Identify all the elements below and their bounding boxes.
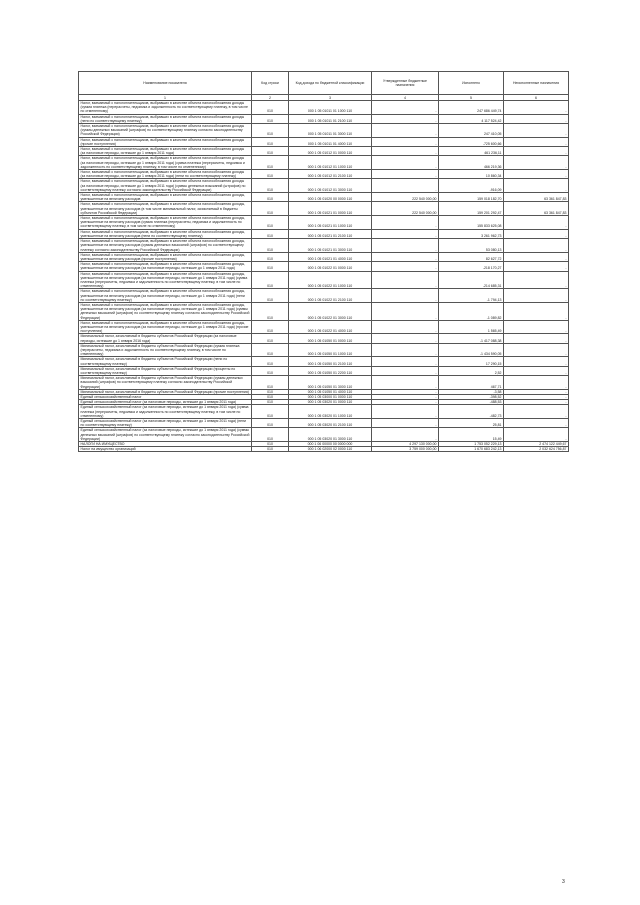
row-left: - [504,216,569,230]
row-plan: - [372,419,439,428]
row-name: Налог, взимаемый с налогоплательщиков, выбравших в качестве объекта налогообложения доходы, уменьшенные на величину расходов (в том числе минимальный налог, зачисляемый в бюджеты субъектов Российской Федерации) [79,202,252,216]
row-kbk: 000 1 05 03020 01 3000 110 [289,428,372,442]
row-kbk: 000 1 05 01011 01 4000 110 [289,137,372,146]
row-left: - [504,229,569,238]
row-done: -916,09 [439,179,504,193]
row-code: 010 [252,252,289,261]
row-done: 10 860,34 [439,170,504,179]
table-row [79,239,569,253]
header-plan: Утвержденные бюджетные назначения [372,72,439,95]
row-plan: - [372,428,439,442]
column-number: 6 [504,95,569,101]
table-row [79,419,569,428]
row-name: Налог, взимаемый с налогоплательщиков, выбравших в качестве объекта налогообложения доходы, уменьшенные на величину расходов (за налоговые периоды, истекшие до 1 января 2011 года) (прочие поступления) [79,320,252,334]
row-left: - [504,334,569,343]
row-done: 3 261 962,73 [439,229,504,238]
row-plan: - [372,179,439,193]
row-kbk: 000 1 06 02000 02 0000 110 [289,447,372,452]
row-kbk: 000 1 05 01011 01 1000 110 [289,101,372,115]
row-name: Налог, взимаемый с налогоплательщиков, выбравших в качестве объекта налогообложения доходы, уменьшенные на величину расходов (за налоговые периоды, истекшие до 1 января 2011 года) (сумма платежа (перерасчеты, недоимка и задолженность по соответствующему платежу, в том числе по отмененному) [79,271,252,289]
row-code: 010 [252,193,289,202]
row-plan: - [372,114,439,123]
row-code: 010 [252,101,289,115]
row-done: 247 686 449,74 [439,101,504,115]
row-left: - [504,239,569,253]
row-kbk: 000 1 05 01012 01 0000 110 [289,147,372,156]
row-kbk: 000 1 05 01022 01 4000 110 [289,320,372,334]
row-code: 010 [252,400,289,405]
row-left: - [504,389,569,394]
row-kbk: 000 1 05 01050 01 2100 110 [289,357,372,366]
row-kbk: 000 1 05 01021 01 0000 110 [289,202,372,216]
row-name: Налог, взимаемый с налогоплательщиков, выбравших в качестве объекта налогообложения доходы, уменьшенные на величину расходов (сумма платежа (перерасчеты, недоимка и задолженность по соответствующему платежу, в том числе по отмененному) [79,216,252,230]
row-left: - [504,343,569,357]
row-code: 010 [252,376,289,390]
row-kbk: 000 1 05 01011 01 3000 110 [289,124,372,138]
row-plan: - [372,376,439,390]
row-left: - [504,405,569,419]
row-plan: - [372,389,439,394]
row-left: - [504,395,569,400]
row-done: 53 080,13 [439,239,504,253]
row-left: - [504,137,569,146]
row-kbk: 000 1 05 01050 01 3000 110 [289,376,372,390]
column-number: 5 [439,95,504,101]
row-done: -1 434 590,05 [439,343,504,357]
row-plan: 222 540 000,00 [372,193,439,202]
row-kbk: 000 1 05 01022 01 2100 110 [289,289,372,303]
row-plan: 3 759 000 000,00 [372,447,439,452]
row-name: Налог, взимаемый с налогоплательщиков, выбравших в качестве объекта налогообложения доходы, уменьшенные на величину расходов (суммы денежных взысканий (штрафов) по соответствующему платежу согласно законодательству Российской Федерации) [79,239,252,253]
table-row [79,179,569,193]
row-done: 17 290,15 [439,357,504,366]
table-row [79,202,569,216]
row-kbk: 000 1 05 01021 01 1000 110 [289,216,372,230]
table-row [79,193,569,202]
header-code: Код строки [252,72,289,95]
row-plan: - [372,137,439,146]
table-row [79,366,569,375]
row-left: - [504,302,569,320]
row-name: Налог, взимаемый с налогоплательщиков, выбравших в качестве объекта налогообложения доходы (суммы денежных взысканий (штрафов) по соответствующему платежу согласно законодательству Российской Федерации) [79,124,252,138]
row-code: 010 [252,366,289,375]
row-code: 010 [252,137,289,146]
row-plan: - [372,262,439,271]
row-code: 010 [252,357,289,366]
row-name: Налог, взимаемый с налогоплательщиков, выбравших в качестве объекта налогообложения доходы, уменьшенные на величину расходов (за налоговые периоды, истекшие до 1 января 2011 года) (суммы денежных взысканий (штрафов) по соответствующему платежу согласно законодательству Российской Федерации) [79,302,252,320]
row-kbk: 000 1 05 01012 01 2100 110 [289,170,372,179]
row-name: Налог, взимаемый с налогоплательщиков, выбравших в качестве объекта налогообложения доходы (сумма платежа (перерасчеты, недоимка и задолженность по соответствующему платежу, в том числе по отмененному) [79,101,252,115]
table-row [79,137,569,146]
row-left: 63 361 847,83 [504,202,569,216]
row-name: Налог, взимаемый с налогоплательщиков, выбравших в качестве объекта налогообложения доходы, уменьшенные на величину расходов (за налоговые периоды, истекшие до 1 января 2011 года) [79,262,252,271]
table-row [79,334,569,343]
row-code: 010 [252,229,289,238]
row-plan: - [372,124,439,138]
row-name: Налог, взимаемый с налогоплательщиков, выбравших в качестве объекта налогообложения доходы (пени по соответствующему платежу) [79,114,252,123]
row-name: Налог на имущество организаций [79,447,252,452]
table-row [79,170,569,179]
row-left: - [504,179,569,193]
row-kbk: 000 1 05 01050 01 1000 110 [289,343,372,357]
row-left: - [504,156,569,170]
row-name: Налог, взимаемый с налогоплательщиков, выбравших в качестве объекта налогообложения доходы (за налоговые периоды, истекшие до 1 января 2011 года) (сумма платежа (перерасчеты, недоимка и задолженность по соответствующему платежу, в том числе по отмененному) [79,156,252,170]
row-code: 010 [252,156,289,170]
table-row [79,101,569,115]
table-row [79,156,569,170]
row-plan: - [372,334,439,343]
table-row [79,302,569,320]
table-row [79,229,569,238]
row-code: 010 [252,343,289,357]
row-left: - [504,271,569,289]
table-row [79,147,569,156]
row-left: - [504,320,569,334]
row-left: - [504,400,569,405]
row-left: - [504,114,569,123]
row-code: 010 [252,202,289,216]
row-plan: - [372,239,439,253]
row-plan: 4 297 130 000,00 [372,442,439,447]
row-plan: - [372,101,439,115]
row-code: 010 [252,271,289,289]
row-code: 010 [252,389,289,394]
row-name: Минимальный налог, зачисляемый в бюджеты субъектов Российской Федерации (сумма платежа (перерасчеты, недоимка и задолженность по соответствующему платежу, в том числе по отмененному) [79,343,252,357]
row-kbk: 000 1 05 01021 01 4000 110 [289,252,372,261]
row-left: - [504,376,569,390]
table-row [79,271,569,289]
row-code: 010 [252,320,289,334]
row-plan: - [372,289,439,303]
row-name: Минимальный налог, зачисляемый в бюджеты субъектов Российской Федерации (проценты по соответствующему платежу) [79,366,252,375]
row-plan: - [372,366,439,375]
page-number: 3 [562,879,565,885]
row-name: Единый сельскохозяйственный налог (за налоговые периоды, истекшие до 1 января 2011 года) [79,400,252,405]
row-plan: - [372,252,439,261]
row-name: Единый сельскохозяйственный налог [79,395,252,400]
row-kbk: 000 1 05 03020 01 2100 110 [289,419,372,428]
row-done: -214 685,31 [439,271,504,289]
header-done: Исполнено [439,72,504,95]
row-code: 010 [252,334,289,343]
row-done: 466 219,36 [439,156,504,170]
row-left: - [504,357,569,366]
row-done: -482,73 [439,405,504,419]
row-code: 010 [252,216,289,230]
row-left: 63 361 847,83 [504,193,569,202]
row-done: 2,52 [439,366,504,375]
table-row [79,289,569,303]
row-done: -218 170,27 [439,262,504,271]
row-kbk: 000 1 05 01050 01 2200 110 [289,366,372,375]
row-plan: - [372,302,439,320]
row-name: Налог, взимаемый с налогоплательщиков, выбравших в качестве объекта налогообложения доходы (за налоговые периоды, истекшие до 1 января 2011 года) [79,147,252,156]
row-done: 1 565,49 [439,320,504,334]
row-kbk: 000 1 05 01012 01 1000 110 [289,156,372,170]
row-name: Единый сельскохозяйственный налог (за налоговые периоды, истекшие до 1 января 2011 года) (пени по соответствующему платежу) [79,419,252,428]
column-number: 1 [79,95,252,101]
row-left: - [504,252,569,261]
row-plan: 222 540 000,00 [372,202,439,216]
row-done: -488,53 [439,400,504,405]
table-row [79,124,569,138]
row-done: 1 670 683 242,13 [439,447,504,452]
row-left: - [504,170,569,179]
row-code: 010 [252,447,289,452]
table-row [79,343,569,357]
row-done: -1 089,82 [439,302,504,320]
column-number: 2 [252,95,289,101]
row-done: -398,52 [439,395,504,400]
row-plan: - [372,400,439,405]
row-name: Единый сельскохозяйственный налог (за налоговые периоды, истекшие до 1 января 2011 года) (сумма платежа (перерасчеты, недоимка и задолженность по соответствующему платежу, в том числе по отмененному) [79,405,252,419]
row-left: - [504,289,569,303]
row-name: Минимальный налог, зачисляемый в бюджеты субъектов Российской Федерации (за налоговые периоды, истекшие до 1 января 2016 года) [79,334,252,343]
row-kbk: 000 1 05 01022 01 0000 110 [289,262,372,271]
row-plan: - [372,216,439,230]
row-kbk: 000 1 05 01020 00 0000 110 [289,193,372,202]
row-left: - [504,262,569,271]
table-row [79,216,569,230]
row-done: 155 833 625,08 [439,216,504,230]
row-kbk: 000 1 05 01050 01 0000 110 [289,334,372,343]
row-code: 010 [252,428,289,442]
row-name: Налог, взимаемый с налогоплательщиков, выбравших в качестве объекта налогообложения доходы (прочие поступления) [79,137,252,146]
row-plan: - [372,147,439,156]
row-code: 010 [252,124,289,138]
row-kbk: 000 1 05 01012 01 3000 110 [289,179,372,193]
table-row [79,400,569,405]
row-done: 247 410,05 [439,124,504,138]
row-plan: - [372,395,439,400]
column-number: 4 [372,95,439,101]
row-code: 010 [252,239,289,253]
row-done: 159 018 182,70 [439,193,504,202]
row-kbk: 000 1 05 03020 01 1000 110 [289,405,372,419]
row-left: 2 474 122 449,67 [504,442,569,447]
row-code: 010 [252,395,289,400]
row-kbk: 000 1 05 01022 01 1000 110 [289,271,372,289]
row-done: -1 794,13 [439,289,504,303]
row-kbk: 000 1 05 01050 01 4000 110 [289,389,372,394]
row-kbk: 000 1 05 01021 01 3000 110 [289,239,372,253]
row-left: 2 032 624 756,87 [504,447,569,452]
row-code: 010 [252,442,289,447]
row-done: 1 753 052 229,13 [439,442,504,447]
row-plan: - [372,405,439,419]
row-name: Минимальный налог, зачисляемый в бюджеты субъектов Российской Федерации (суммы денежных взысканий (штрафов) по соответствующему платежу согласно законодательству Российской Федерации) [79,376,252,390]
header-left: Неисполненные назначения [504,72,569,95]
row-left: - [504,428,569,442]
row-left: - [504,124,569,138]
row-kbk: 000 1 05 01022 01 3000 110 [289,302,372,320]
row-name: НАЛОГИ НА ИМУЩЕСТВО [79,442,252,447]
row-done: 82 627,72 [439,252,504,261]
row-name: Налог, взимаемый с налогоплательщиков, выбравших в качестве объекта налогообложения доходы, уменьшенные на величину расходов (прочие поступления) [79,252,252,261]
row-left: - [504,366,569,375]
budget-table [78,71,569,452]
table-row [79,320,569,334]
row-code: 010 [252,262,289,271]
row-name: Минимальный налог, зачисляемый в бюджеты субъектов Российской Федерации (пени по соответствующему платежу) [79,357,252,366]
row-kbk: 000 1 05 01021 01 2100 110 [289,229,372,238]
row-done: 15,49 [439,428,504,442]
row-code: 010 [252,289,289,303]
row-done: -3,58 [439,389,504,394]
row-done: 467,71 [439,376,504,390]
row-plan: - [372,271,439,289]
header-kbk: Код дохода по бюджетной классификации [289,72,372,95]
row-left: - [504,147,569,156]
column-number: 3 [289,95,372,101]
row-name: Налог, взимаемый с налогоплательщиков, выбравших в качестве объекта налогообложения доходы, уменьшенные на величину расходов (пени по соответствующему платежу) [79,229,252,238]
table-row [79,262,569,271]
table-row [79,389,569,394]
row-done: 4 117 524,42 [439,114,504,123]
row-name: Налог, взимаемый с налогоплательщиков, выбравших в качестве объекта налогообложения доходы, уменьшенные на величину расходов [79,193,252,202]
row-plan: - [372,229,439,238]
row-left: - [504,101,569,115]
row-code: 010 [252,302,289,320]
row-done: -1 417 088,38 [439,334,504,343]
table-row [79,428,569,442]
row-name: Налог, взимаемый с налогоплательщиков, выбравших в качестве объекта налогообложения доходы (за налоговые периоды, истекшие до 1 января 2011 года) (пени по соответствующему платежу) [79,170,252,179]
row-code: 010 [252,405,289,419]
row-code: 010 [252,419,289,428]
table-row [79,447,569,452]
row-plan: - [372,156,439,170]
row-code: 010 [252,170,289,179]
row-name: Налог, взимаемый с налогоплательщиков, выбравших в качестве объекта налогообложения доходы (за налоговые периоды, истекшие до 1 января 2011 года) (суммы денежных взысканий (штрафов) по соответствующему платежу согласно законодательству Российской Федерации) [79,179,252,193]
row-code: 010 [252,114,289,123]
row-plan: - [372,357,439,366]
row-name: Единый сельскохозяйственный налог (за налоговые периоды, истекшие до 1 января 2011 года) (суммы денежных взысканий (штрафов) по соответствующему платежу согласно законодательству Российской Федерации) [79,428,252,442]
table-row [79,357,569,366]
row-plan: - [372,320,439,334]
table-row [79,114,569,123]
row-done: 159 201 292,47 [439,202,504,216]
row-done: -725 600,66 [439,137,504,146]
row-plan: - [372,343,439,357]
row-kbk: 000 1 05 03000 01 0000 110 [289,395,372,400]
header-row [79,72,569,95]
table-row [79,252,569,261]
row-code: 010 [252,147,289,156]
row-kbk: 000 1 06 00000 00 0000 000 [289,442,372,447]
table-row [79,376,569,390]
row-plan: - [372,170,439,179]
row-done: 25,81 [439,419,504,428]
header-name: Наименование показателя [79,72,252,95]
row-kbk: 000 1 05 03020 01 0000 110 [289,400,372,405]
row-done: 461 236,11 [439,147,504,156]
row-name: Налог, взимаемый с налогоплательщиков, выбравших в качестве объекта налогообложения доходы, уменьшенные на величину расходов (за налоговые периоды, истекшие до 1 января 2011 года) (пени по соответствующему платежу) [79,289,252,303]
table-row [79,405,569,419]
row-name: Минимальный налог, зачисляемый в бюджеты субъектов Российской Федерации (прочие поступления) [79,389,252,394]
row-kbk: 000 1 05 01011 01 2100 110 [289,114,372,123]
row-code: 010 [252,179,289,193]
row-left: - [504,419,569,428]
